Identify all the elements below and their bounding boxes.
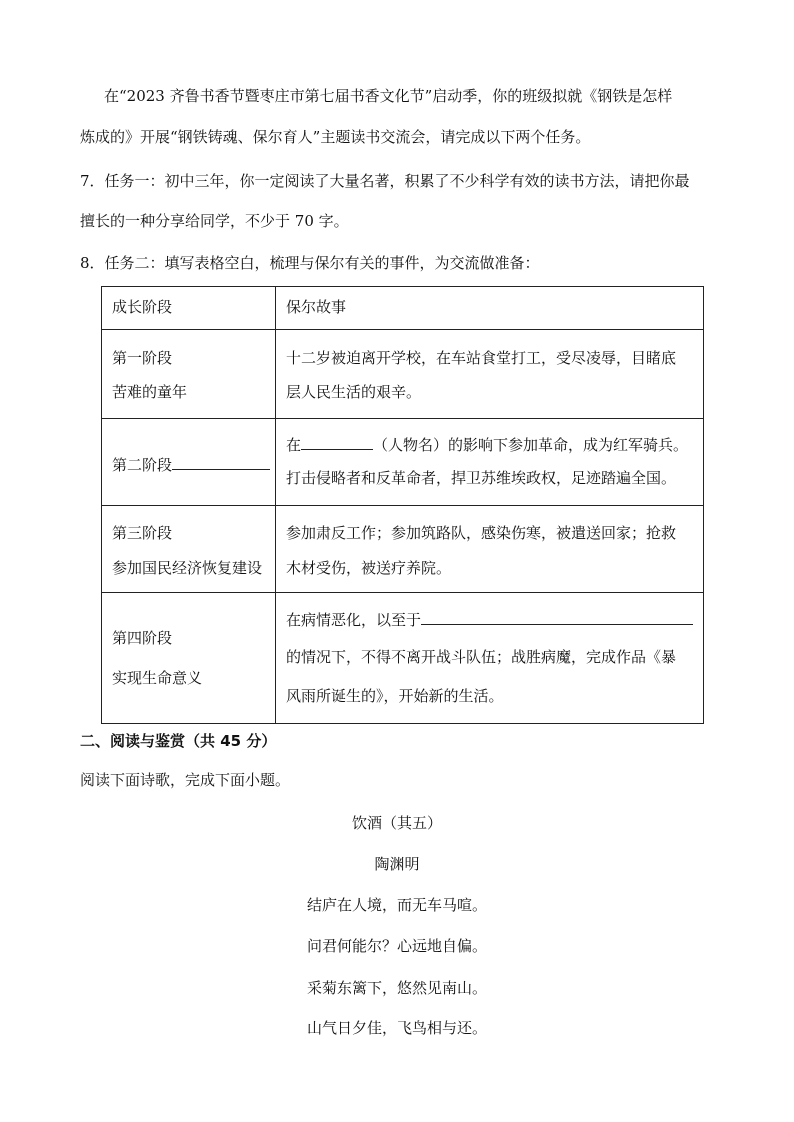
mentor-name-blank[interactable] <box>301 435 373 450</box>
poem-line-2: 问君何能尔？心远地自偏。 <box>306 937 487 955</box>
table-header-stage: 成长阶段 <box>102 287 276 330</box>
paul-events-table <box>101 286 704 724</box>
section-2-heading: 二、阅读与鉴赏（共 45 分） <box>80 732 277 750</box>
story-cell-1: 十二岁被迫离开学校，在车站食堂打工，受尽凌辱，目睹底 层人民生活的艰辛。 <box>276 330 704 419</box>
poem-line-1: 结庐在人境，而无车马喧。 <box>306 896 487 914</box>
story-cell-4: 在病情恶化，以至于 的情况下，不得不离开战斗队伍；战胜病魔，完成作品《暴 风雨所诞生的》，开始新的生活。 <box>276 593 704 724</box>
stage-cell-1: 第一阶段 苦难的童年 <box>102 330 276 419</box>
table-row <box>102 593 704 724</box>
table-row <box>102 419 704 506</box>
story-cell-3: 参加肃反工作；参加筑路队，感染伤寒，被遣送回家；抢救 木材受伤，被送疗养院。 <box>276 506 704 593</box>
poem-line-3: 采菊东篱下，悠然见南山。 <box>306 979 487 997</box>
task-7-line-1: 7．任务一：初中三年，你一定阅读了大量名著，积累了不少科学有效的读书方法，请把你最 <box>80 172 690 190</box>
table-row <box>102 506 704 593</box>
table-row <box>102 330 704 419</box>
illness-blank[interactable] <box>421 610 693 625</box>
poem-author: 陶渊明 <box>374 855 420 873</box>
intro-line-2: 炼成的》开展“钢铁铸魂、保尔育人”主题读书交流会，请完成以下两个任务。 <box>80 128 591 146</box>
stage-cell-3: 第三阶段 参加国民经济恢复建设 <box>102 506 276 593</box>
story-cell-2: 在 （人物名）的影响下参加革命，成为红军骑兵。 打击侵略者和反革命者，捍卫苏维埃政权，足迹踏遍全国。 <box>276 419 704 506</box>
stage-cell-2 <box>102 419 276 506</box>
task-7-line-2: 擅长的一种分享给同学，不少于 70 字。 <box>80 212 349 230</box>
stage-cell-4: 第四阶段 实现生命意义 <box>102 593 276 724</box>
intro-line-1: 在“2023 齐鲁书香节暨枣庄市第七届书香文化节”启动季，你的班级拟就《钢铁是怎样 <box>104 87 673 105</box>
stage-2-answer-blank[interactable] <box>172 455 270 470</box>
table-header-story: 保尔故事 <box>276 287 704 330</box>
table-header-row <box>102 287 704 330</box>
section-2-instruction: 阅读下面诗歌，完成下面小题。 <box>80 771 291 789</box>
task-8-prompt: 8．任务二：填写表格空白，梳理与保尔有关的事件，为交流做准备： <box>80 254 540 272</box>
poem-title: 饮酒（其五） <box>351 814 442 832</box>
poem-line-4: 山气日夕佳，飞鸟相与还。 <box>306 1019 487 1037</box>
stage-2-label: 第二阶段 <box>112 456 173 474</box>
